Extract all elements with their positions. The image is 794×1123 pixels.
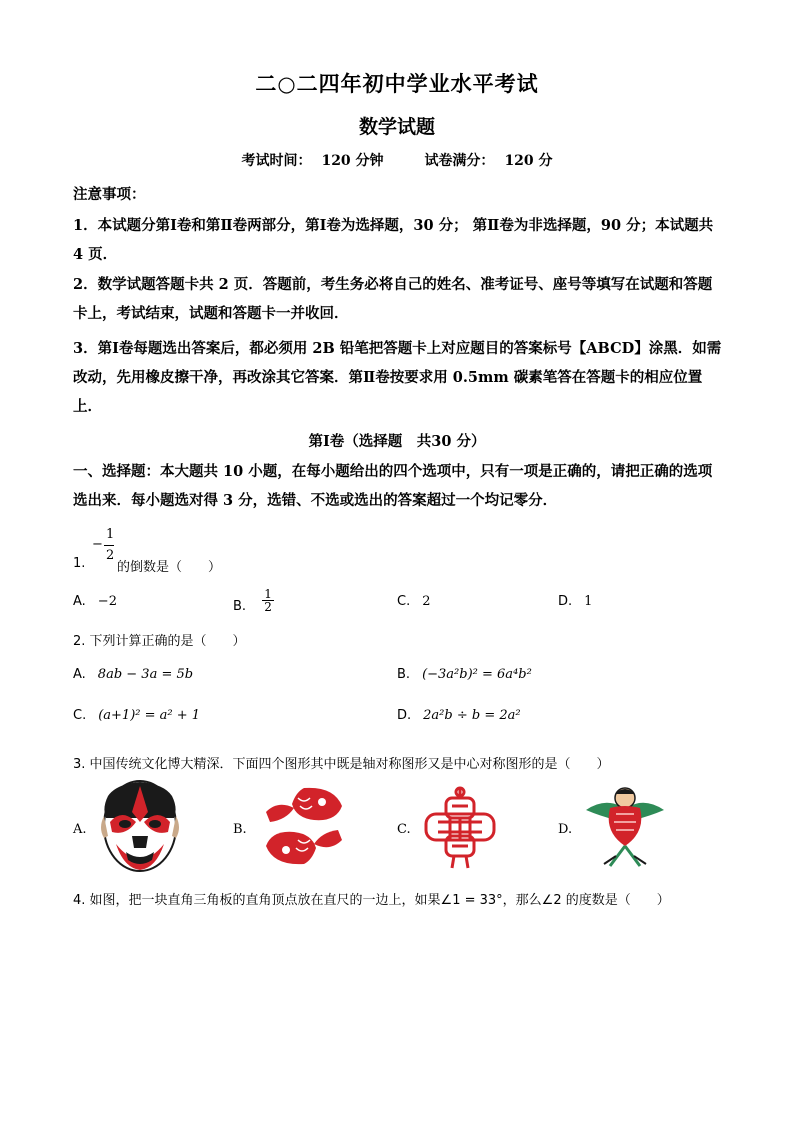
note-item-1: 1．本试题分第Ⅰ卷和第Ⅱ卷两部分，第Ⅰ卷为选择题，30 分； 第Ⅱ卷为非选择题，90 分；本试题共 4 页．: [73, 217, 714, 263]
note-item-2: 2．数学试题答题卡共 2 页．答题前，考生务必将自己的姓名、准考证号、座号等填写在试题和答题卡上，考试结束，试题和答题卡一并收回．: [73, 276, 713, 322]
option-label: D.: [397, 708, 412, 723]
exam-title: 二○二四年初中学业水平考试: [255, 71, 539, 96]
paper-cut-fish-icon: [256, 782, 352, 870]
q4-text: 4. 如图，把一块直角三角板的直角顶点放在直尺的一边上，如果∠1 = 33°，那么∠2 的度数是（ ）: [73, 893, 670, 908]
q3-option-b-label: B.: [233, 822, 247, 837]
q1-option-c: [397, 594, 431, 609]
exam-info: [0, 150, 794, 170]
section-title: 第Ⅰ卷（选择题 共30 分）: [308, 433, 486, 450]
q2-text: 2. 下列计算正确的是（ ）: [73, 634, 246, 649]
q3-text: 3. 中国传统文化博大精深．下面四个图形其中既是轴对称图形又是中心对称图形的是（ ）: [73, 757, 610, 772]
chinese-knot-icon: [418, 784, 502, 870]
notes-heading: 注意事项：: [73, 186, 146, 203]
note-item-3: 3．第Ⅰ卷每题选出答案后，都必须用 2B 铅笔把答题卡上对应题目的答案标号【ABCD】涂黑．如需改动，先用橡皮擦干净，再改涂其它答案．第Ⅱ卷按要求用 0.5mm 碳素笔答在答题卡的相应位置上．: [73, 340, 722, 415]
option-label: B.: [233, 599, 247, 614]
q2-option-a: [73, 667, 193, 682]
option-value: 2a²b ÷ b = 2a²: [423, 708, 521, 723]
kite-icon: [580, 780, 670, 870]
q1-text: 的倒数是（ ）: [117, 560, 222, 575]
q1-number: 1.: [73, 556, 86, 571]
option-value: −2: [97, 594, 117, 609]
section-instruction: 一、选择题：本大题共 10 小题，在每小题给出的四个选项中，只有一项是正确的，请把正确的选项选出来．每小题选对得 3 分，选错、不选或选出的答案超过一个均记零分．: [73, 463, 713, 509]
q1-option-d: [558, 594, 592, 609]
score-label: 试卷满分：: [424, 153, 495, 169]
option-label: A.: [73, 594, 86, 609]
opera-mask-icon: [96, 778, 184, 874]
option-value: 1: [584, 594, 593, 609]
q1-option-b: [233, 588, 274, 613]
q2-option-d: [397, 708, 521, 723]
subject-title: 数学试题: [358, 116, 435, 138]
q3-option-c-label: C.: [397, 822, 411, 837]
option-label: D.: [558, 594, 573, 609]
option-label: C.: [73, 708, 87, 723]
q2-option-b: [397, 667, 532, 682]
option-value: 2: [422, 594, 431, 609]
q1-option-a: [73, 594, 117, 609]
q3-option-a-label: A.: [73, 822, 87, 837]
score-value: 120 分: [504, 153, 553, 169]
q1-frac-den: 2: [106, 548, 115, 563]
option-fraction: $\frac{1}{2}$: [264, 587, 272, 614]
option-value: 8ab − 3a = 5b: [97, 667, 194, 682]
option-label: A.: [73, 667, 86, 682]
time-value: 120 分钟: [321, 153, 384, 169]
option-label: C.: [397, 594, 411, 609]
option-value: (−3a²b)² = 6a⁴b²: [422, 667, 532, 682]
option-label: B.: [397, 667, 411, 682]
q1-frac-sign: −: [92, 537, 103, 552]
time-label: 考试时间：: [241, 153, 312, 169]
q3-option-d-label: D.: [558, 822, 573, 837]
q2-option-c: [73, 708, 200, 723]
q1-frac-bar: [104, 545, 114, 546]
q1-frac-num: 1: [106, 527, 115, 542]
option-value: (a+1)² = a² + 1: [98, 708, 201, 723]
